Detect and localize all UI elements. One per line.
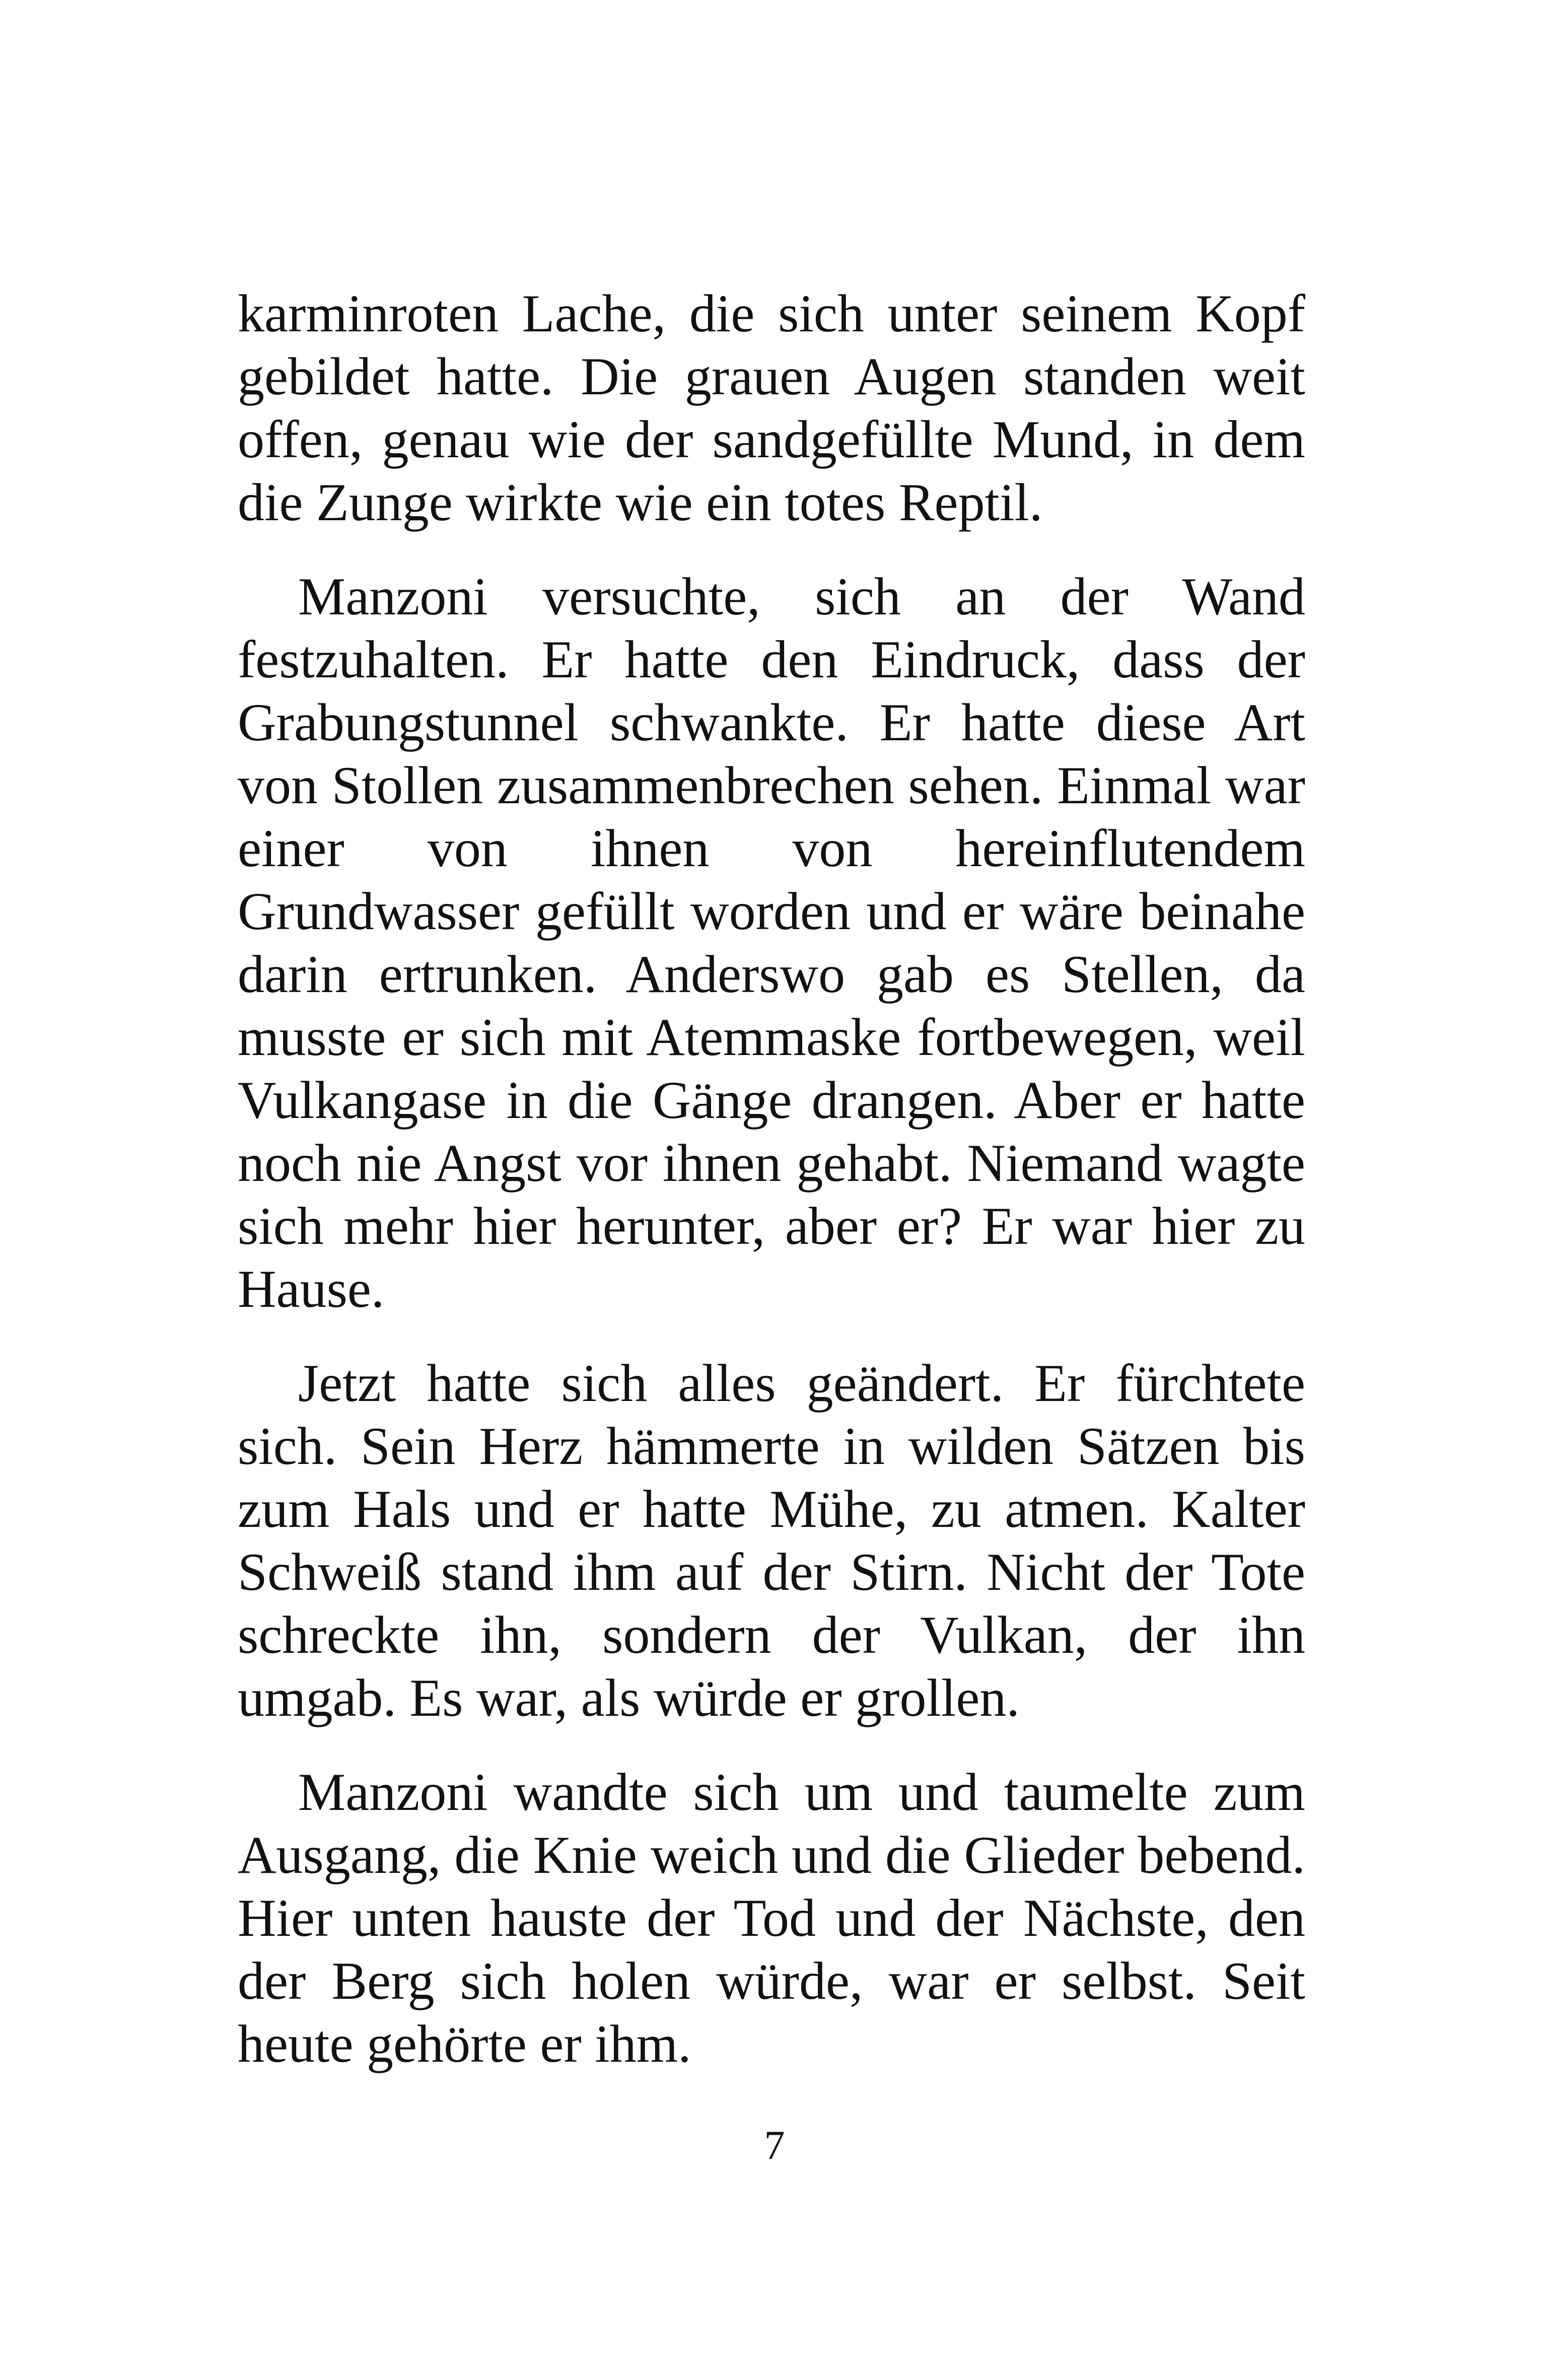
page-number: 7 — [764, 2122, 785, 2168]
paragraph-4: Manzoni wandte sich um und taumelte zum Ausgang, die Knie weich und die Glieder bebend. Hier unten hauste der Tod und der Nächste, den der Berg sich holen würde, war er selbst. Seit heute gehörte er ihm. — [238, 1763, 1305, 2073]
paragraph-2: Manzoni versuchte, sich an der Wand festzuhalten. Er hatte den Eindruck, dass der Grabungstunnel schwankte. Er hatte diese Art von Stollen zusammenbrechen sehen. Einmal war einer von ihnen von hereinflutendem Grundwasser gefüllt worden und er wäre beinahe darin ertrunken. Anderswo gab es Stellen, da musste er sich mit Atemmaske fortbewegen, weil Vulkangase in die Gänge drangen. Aber er hatte noch nie Angst vor ihnen gehabt. Niemand wagte sich mehr hier herunter, aber er? Er war hier zu Hause. — [238, 567, 1305, 1318]
paragraph-1: karminroten Lache, die sich unter seinem Kopf gebildet hatte. Die grauen Augen standen weit offen, genau wie der sandgefüllte Mund, in dem die Zunge wirkte wie ein totes Reptil. — [238, 284, 1305, 532]
body-text — [238, 282, 1305, 2075]
paragraph-3: Jetzt hatte sich alles geändert. Er fürchtete sich. Sein Herz hämmerte in wilden Sätzen bis zum Hals und er hatte Mühe, zu atmen. Kalter Schweiß stand ihm auf der Stirn. Nicht der Tote schreckte ihn, sondern der Vulkan, der ihn umgab. Es war, als würde er grollen. — [238, 1354, 1305, 1727]
